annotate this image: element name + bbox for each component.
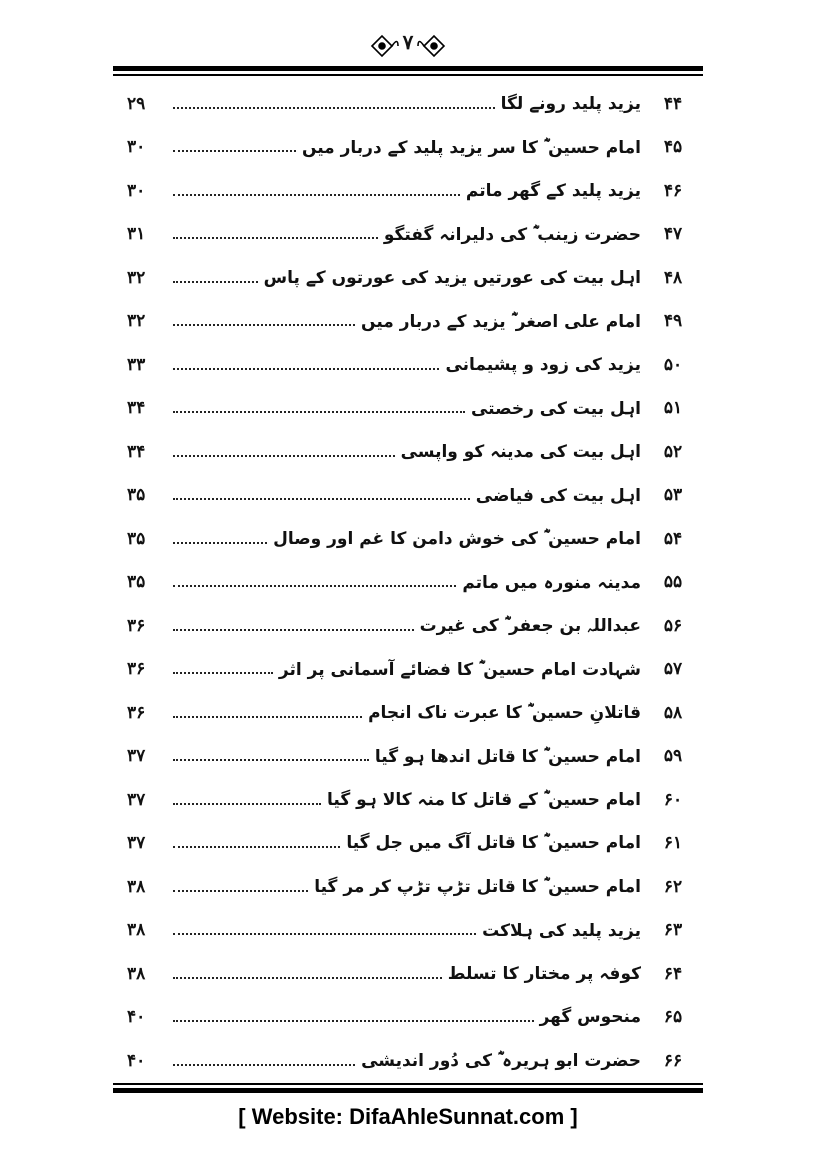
entry-page: ۳۶ xyxy=(127,615,146,636)
dot-leader xyxy=(173,716,362,718)
entry-number: ۴۷ xyxy=(663,224,683,245)
toc-row xyxy=(113,300,703,344)
entry-page: ۳۴ xyxy=(127,441,146,462)
toc-row xyxy=(113,1039,703,1083)
dot-leader xyxy=(173,150,296,152)
entry-number: ۴۵ xyxy=(663,137,683,158)
dot-leader xyxy=(173,498,470,500)
toc-row xyxy=(113,604,703,648)
entry-title: اہل بیت کی رخصتی xyxy=(470,398,641,419)
entry-number: ۶۲ xyxy=(663,876,683,897)
toc-row xyxy=(113,430,703,474)
entry-title: شہادت امام حسین ؓ کا فضائے آسمانی پر اثر xyxy=(278,659,641,680)
entry-page: ۳۲ xyxy=(127,267,146,288)
dot-leader xyxy=(173,629,414,631)
toc-row xyxy=(113,169,703,213)
toc-row xyxy=(113,256,703,300)
top-rule-thick xyxy=(113,66,703,71)
entry-title: امام حسین ؓ کا سر یزید پلید کے دربار میں xyxy=(301,137,641,158)
dot-leader xyxy=(173,194,460,196)
dot-leader xyxy=(173,803,321,805)
entry-page: ۳۸ xyxy=(127,963,146,984)
toc-row xyxy=(113,474,703,518)
toc-row xyxy=(113,82,703,126)
entry-number: ۵۲ xyxy=(663,441,683,462)
dot-leader xyxy=(173,237,378,239)
toc-row xyxy=(113,561,703,605)
dot-leader xyxy=(173,368,439,370)
entry-title: حضرت زینب ؓ کی دلیرانہ گفتگو xyxy=(383,224,641,245)
entry-title: مدینہ منورہ میں ماتم xyxy=(462,572,641,593)
entry-title: امام حسین ؓ کا قاتل آگ میں جل گیا xyxy=(346,833,641,854)
entry-title: قاتلانِ حسین ؓ کا عبرت ناک انجام xyxy=(368,702,641,723)
entry-title: عبداللہ بن جعفر ؓ کی غیرت xyxy=(419,615,641,636)
dot-leader xyxy=(173,1064,355,1066)
toc-row xyxy=(113,648,703,692)
entry-page: ۴۰ xyxy=(127,1050,146,1071)
entry-page: ۳۶ xyxy=(127,702,146,723)
dot-leader xyxy=(173,107,495,109)
entry-number: ۴۸ xyxy=(663,267,683,288)
entry-page: ۲۹ xyxy=(127,93,146,114)
dot-leader xyxy=(173,759,369,761)
page-number: ۷ xyxy=(402,30,414,54)
entry-page: ۳۸ xyxy=(127,876,146,897)
dot-leader xyxy=(173,977,442,979)
toc-row xyxy=(113,996,703,1040)
entry-number: ۵۵ xyxy=(663,572,683,593)
entry-page: ۳۵ xyxy=(127,528,146,549)
entry-number: ۵۹ xyxy=(663,746,683,767)
dot-leader xyxy=(173,455,395,457)
entry-number: ۶۳ xyxy=(663,920,683,941)
entry-title: یزید پلید کی ہلاکت xyxy=(482,920,641,941)
entry-title: منحوس گھر xyxy=(539,1007,641,1028)
entry-title: اہل بیت کی عورتیں یزید کی عورتوں کے پاس xyxy=(263,268,641,289)
entry-page: ۳۴ xyxy=(127,398,146,419)
entry-page: ۳۵ xyxy=(127,572,146,593)
entry-number: ۵۱ xyxy=(663,398,683,419)
entry-number: ۵۰ xyxy=(663,354,683,375)
entry-number: ۶۶ xyxy=(663,1050,683,1071)
entry-number: ۶۵ xyxy=(663,1007,683,1028)
entry-number: ۵۶ xyxy=(663,615,683,636)
toc-row xyxy=(113,909,703,953)
entry-number: ۵۷ xyxy=(663,659,683,680)
toc-row xyxy=(113,952,703,996)
page-header xyxy=(0,26,816,66)
dot-leader xyxy=(173,411,465,413)
toc-row xyxy=(113,691,703,735)
toc-row xyxy=(113,126,703,170)
entry-number: ۴۴ xyxy=(663,93,683,114)
dot-leader xyxy=(173,1020,534,1022)
entry-number: ۶۰ xyxy=(663,789,683,810)
entry-number: ۶۱ xyxy=(663,833,683,854)
toc-row xyxy=(113,517,703,561)
entry-page: ۴۰ xyxy=(127,1007,146,1028)
entry-title: امام حسین ؓ کے قاتل کا منہ کالا ہو گیا xyxy=(327,790,641,811)
entry-page: ۳۷ xyxy=(127,833,146,854)
bottom-rule-thick xyxy=(113,1088,703,1093)
entry-page: ۳۰ xyxy=(127,137,146,158)
entry-title: امام حسین ؓ کا قاتل تڑپ تڑپ کر مر گیا xyxy=(314,876,641,897)
entry-title: یزید کی زود و پشیمانی xyxy=(445,354,641,375)
entry-page: ۳۲ xyxy=(127,311,146,332)
website-footer: [ Website: DifaAhleSunnat.com ] xyxy=(238,1104,578,1129)
entry-title: حضرت ابو ہریرہ ؓ کی دُور اندیشی xyxy=(361,1051,641,1072)
entry-title: یزید پلید رونے لگا xyxy=(500,94,641,115)
table-of-contents xyxy=(113,82,703,1083)
dot-leader xyxy=(173,281,258,283)
top-rule-thin xyxy=(113,74,703,76)
dot-leader xyxy=(173,542,267,544)
entry-title: امام حسین ؓ کا قاتل اندھا ہو گیا xyxy=(374,746,641,767)
entry-page: ۳۰ xyxy=(127,180,146,201)
entry-page: ۳۷ xyxy=(127,789,146,810)
entry-page: ۳۶ xyxy=(127,659,146,680)
entry-title: یزید پلید کے گھر ماتم xyxy=(465,181,641,202)
entry-page: ۳۸ xyxy=(127,920,146,941)
dot-leader xyxy=(173,672,273,674)
entry-title: اہل بیت کی مدینہ کو واپسی xyxy=(400,442,641,463)
dot-leader xyxy=(173,324,355,326)
dot-leader xyxy=(173,585,456,587)
dot-leader xyxy=(173,890,308,892)
entry-title: امام علی اصغر ؓ یزید کے دربار میں xyxy=(361,311,641,332)
entry-title: امام حسین ؓ کی خوش دامن کا غم اور وصال xyxy=(273,528,641,549)
toc-row xyxy=(113,822,703,866)
entry-number: ۵۸ xyxy=(663,702,683,723)
entry-page: ۳۱ xyxy=(127,224,146,245)
entry-page: ۳۷ xyxy=(127,746,146,767)
toc-row xyxy=(113,735,703,779)
entry-number: ۵۳ xyxy=(663,485,683,506)
bottom-rule-thin xyxy=(113,1083,703,1085)
toc-row xyxy=(113,778,703,822)
toc-row xyxy=(113,865,703,909)
entry-number: ۶۴ xyxy=(663,963,683,984)
entry-title: اہل بیت کی فیاضی xyxy=(475,485,641,506)
entry-page: ۳۵ xyxy=(127,485,146,506)
toc-row xyxy=(113,343,703,387)
dot-leader xyxy=(173,933,476,935)
toc-row xyxy=(113,387,703,431)
entry-page: ۳۳ xyxy=(127,354,146,375)
entry-title: کوفہ پر مختار کا تسلط xyxy=(447,964,641,985)
dot-leader xyxy=(173,846,340,848)
entry-number: ۴۹ xyxy=(663,311,683,332)
entry-number: ۴۶ xyxy=(663,180,683,201)
entry-number: ۵۴ xyxy=(663,528,683,549)
toc-row xyxy=(113,213,703,257)
